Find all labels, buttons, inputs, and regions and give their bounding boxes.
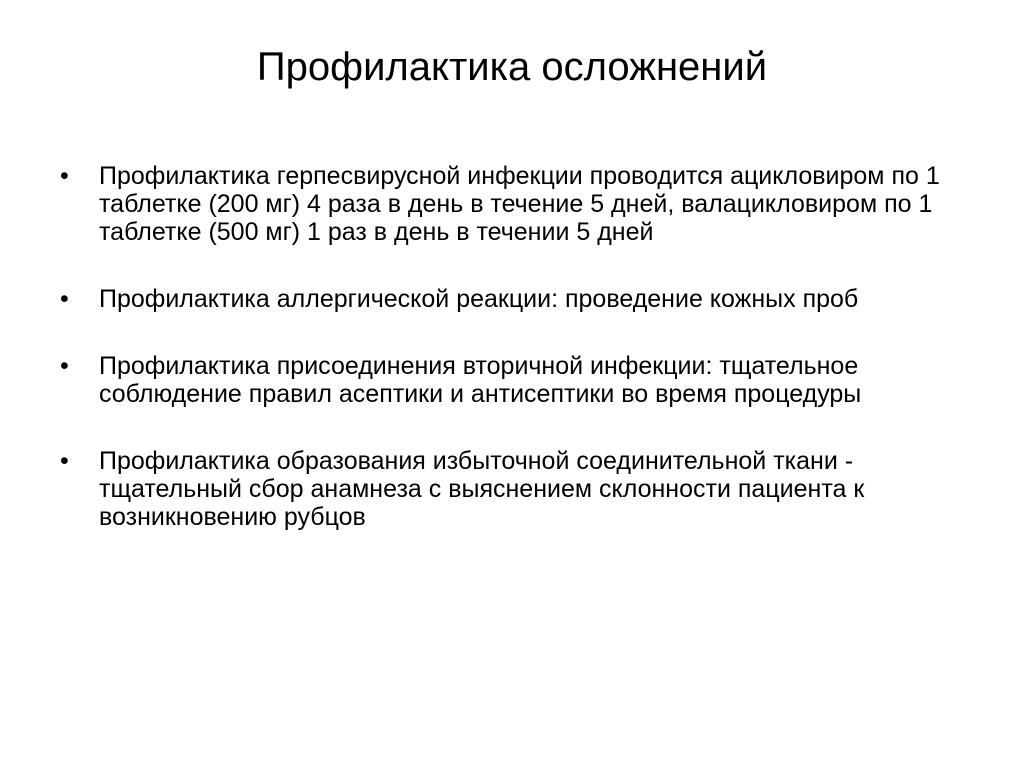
bullet-marker: • [60,352,69,380]
bullet-item-scar-prophylaxis [60,447,990,531]
bullet-list [60,162,990,570]
bullet-item-secondary-infection-prophylaxis [60,352,990,408]
bullet-item-herpes-prophylaxis [60,162,990,246]
bullet-marker: • [60,285,69,313]
bullet-text: Профилактика образования избыточной соединительной ткани - тщательный сбор анамнеза с выяснением склонности пациента к возникновению рубцов [99,447,865,531]
bullet-marker: • [60,447,69,475]
bullet-text: Профилактика герпесвирусной инфекции проводится ацикловиром по 1 таблетке (200 мг) 4 раза в день в течение 5 дней, валацикловиром по 1 таблетке (500 мг) 1 раз в день в течении 5 дней [99,162,940,246]
bullet-text: Профилактика аллергической реакции: проведение кожных проб [99,285,859,313]
slide-title: Профилактика осложнений [256,45,768,89]
bullet-marker: • [60,162,69,190]
bullet-item-allergy-prophylaxis [60,285,990,313]
bullet-text: Профилактика присоединения вторичной инфекции: тщательное соблюдение правил асептики и антисептики во время процедуры [99,352,862,408]
